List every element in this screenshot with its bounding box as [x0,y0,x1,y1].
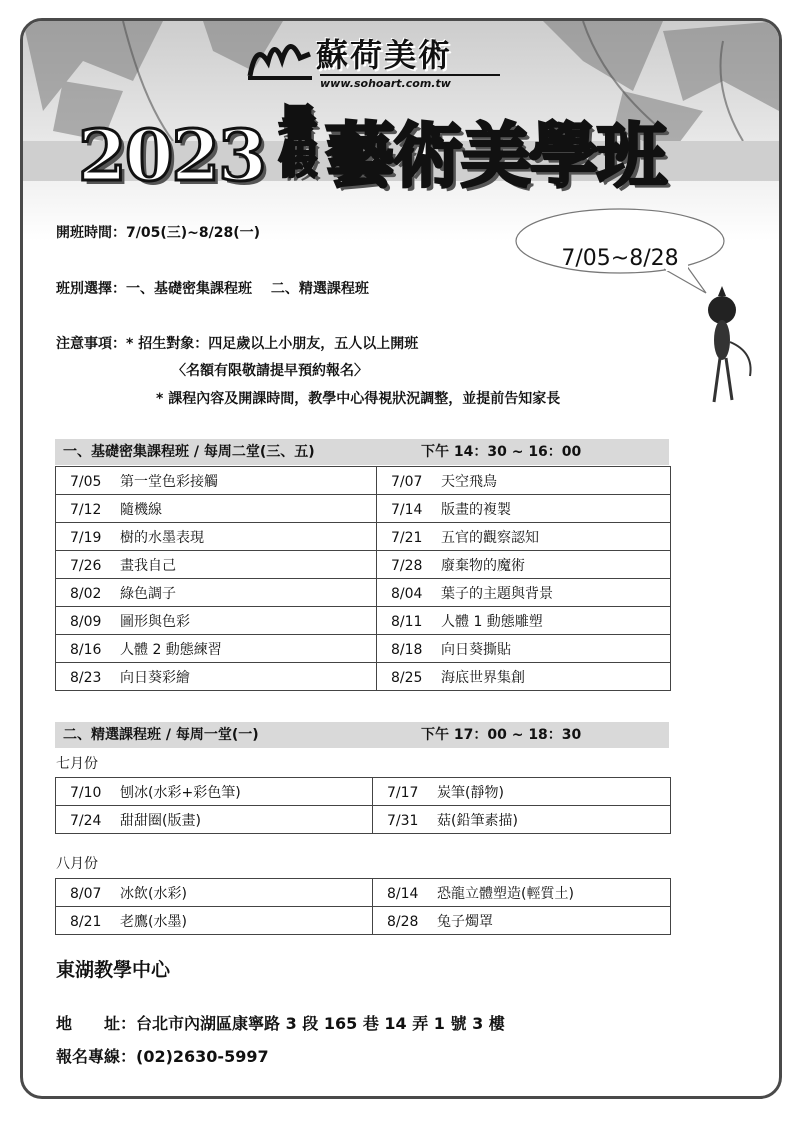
july-table [55,777,671,834]
section2-title: 二、精選課程班 / 每周一堂(一) [63,727,259,743]
notice-line-1: 注意事項：* 招生對象：四足歲以上小朋友，五人以上開班 [56,336,419,352]
table-row: 7/26 畫我自己 7/28 廢棄物的魔術 [56,551,671,579]
table-row: 7/19 樹的水墨表現 7/21 五官的觀察認知 [56,523,671,551]
table-row: 8/02 綠色調子 8/04 葉子的主題與背景 [56,579,671,607]
class-choice: 班別選擇：一、基礎密集課程班 二、精選課程班 [56,281,369,297]
august-label: 八月份 [56,856,98,872]
table-row: 8/09 圖形與色彩 8/11 人體 1 動態雕塑 [56,607,671,635]
table-row: 7/05 第一堂色彩接觸 7/07 天空飛鳥 [56,467,671,495]
section2-time: 下午 17：00 ~ 18：30 [421,727,582,743]
section1-title: 一、基礎密集課程班 / 每周二堂(三、五) [63,444,315,460]
table-row: 8/16 人體 2 動態練習 8/18 向日葵撕貼 [56,635,671,663]
phone: 報名專線：(02)2630-5997 [56,1047,269,1066]
table-row: 7/24 甜甜圈(版畫) 7/31 菇(鉛筆素描) [56,806,671,834]
bubble-text: 7/05~8/28 [561,246,679,271]
notice-line-2: 〈名額有限敬請提早預約報名〉 [172,363,368,379]
cat-figure-icon [676,282,766,412]
table-row: 7/12 隨機線 7/14 版畫的複製 [56,495,671,523]
section1-time: 下午 14：30 ~ 16：00 [421,444,582,460]
section1-header [55,439,669,465]
table-row: 7/10 刨冰(水彩+彩色筆) 7/17 炭筆(靜物) [56,778,671,806]
open-time: 開班時間：7/05(三)~8/28(一) [56,225,260,241]
july-label: 七月份 [56,756,98,772]
address: 地 址：台北市內湖區康寧路 3 段 165 巷 14 弄 1 號 3 樓 [56,1014,505,1033]
august-table [55,878,671,935]
title-year: 2023 [78,114,265,197]
section2-header [55,722,669,748]
center-name: 東湖教學中心 [56,959,171,981]
notice-line-3: * 課程內容及開課時間，教學中心得視狀況調整，並提前告知家長 [156,391,561,407]
table-row: 8/07 冰飲(水彩) 8/14 恐龍立體塑造(輕質土) [56,879,671,907]
brand-url: www.sohoart.com.tw [320,74,500,90]
title-small: 暑 假 [278,101,315,182]
page-title [78,100,665,201]
brand-mark-icon [246,32,314,84]
section1-table [55,466,671,691]
title-main: 藝術美學班 [324,114,665,197]
table-row: 8/23 向日葵彩繪 8/25 海底世界集創 [56,663,671,691]
brand-logo [246,26,516,98]
table-row: 8/21 老鷹(水墨) 8/28 兔子燭罩 [56,907,671,935]
brand-name: 蘇荷美術 [316,36,453,74]
